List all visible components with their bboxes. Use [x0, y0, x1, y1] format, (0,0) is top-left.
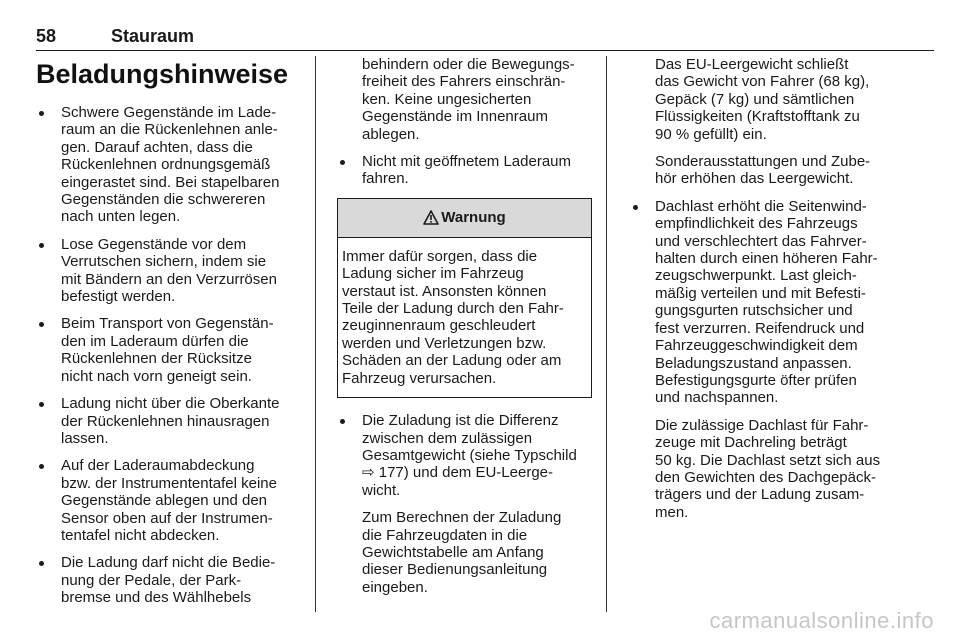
list-item-text: Ladung nicht über die Oberkante der Rückenlehnen hinausragen lassen. — [61, 395, 280, 447]
warning-text: Immer dafür sorgen, dass die Ladung sicher im Fahrzeug verstaut ist. Ansonsten können Teile der Ladung durch den Fahr- zeuginnenraum geschleudert werden und Verletzungen bzw. Schäden an der Ladung oder am Fahrzeug verursachen. — [342, 247, 564, 387]
list-item-text: Beim Transport von Gegenstän- den im Laderaum dürfen die Rückenlehnen der Rücksitze nicht nach vorn geneigt sein. — [61, 315, 274, 385]
list-item — [36, 104, 298, 226]
bullet-icon — [39, 464, 44, 469]
list-item — [337, 153, 592, 188]
list-item-text: Schwere Gegenstände im Lade- raum an die Rückenlehnen anle- gen. Darauf achten, dass die Rückenlehnen ordnungsgemäß eingerastet sind. Bei stapelbaren Gegenständen die schwereren nach unten legen. — [61, 104, 280, 226]
list-item — [36, 236, 298, 306]
list-item — [36, 554, 298, 606]
warning-box — [337, 198, 592, 398]
column-1 — [36, 56, 298, 617]
column-divider — [315, 56, 316, 612]
bullet-icon — [39, 402, 44, 407]
bullet-icon — [39, 561, 44, 566]
warning-title: Warnung — [441, 209, 506, 227]
column-divider — [606, 56, 607, 612]
list-item-text: Lose Gegenstände vor dem Verrutschen sichern, indem sie mit Bändern an den Verzurrösen befestigt werden. — [61, 235, 277, 306]
list-item-text: Nicht mit geöffnetem Laderaum fahren. — [362, 153, 571, 188]
page-number: 58 — [36, 26, 57, 46]
continued-text: behindern oder die Bewegungs- freiheit des Fahrers einschrän- ken. Keine ungesicherten Gegenstände im Innenraum ablegen. — [362, 56, 575, 143]
paragraph: Das EU-Leergewicht schließt das Gewicht von Fahrer (68 kg), Gepäck (7 kg) und sämtlichen Flüssigkeiten (Kraftstofftank zu 90 % gefüllt) ein. — [655, 56, 870, 143]
bullet-icon — [340, 419, 345, 424]
bullet-icon — [39, 322, 44, 327]
warning-triangle-icon — [423, 210, 439, 225]
column-3 — [630, 56, 915, 531]
list-item-text: Dachlast erhöht die Seitenwind- empfindlichkeit des Fahrzeugs und verschlechtert das Fahrver- halten durch einen höheren Fahr- zeugschwerpunkt. Last gleich- mäßig verteilen und mit Befesti- gungsgurten rutschsicher und fest verzurren. Reifendruck und Fahrzeuggeschwindigkeit dem Beladungszustand anpassen. Befestigungsgurte öfter prüfen und nachspannen. — [655, 197, 878, 407]
column-2 — [337, 56, 592, 606]
list-item-text: Die Zuladung ist die Differenz zwischen dem zulässigen Gesamtgewicht (siehe Typschild ⇨ 177) und dem EU-Leerge- wicht. — [362, 412, 577, 499]
paragraph: Zum Berechnen der Zuladung die Fahrzeugdaten in die Gewichtstabelle am Anfang dieser Bedienungsanleitung eingeben. — [362, 509, 562, 596]
bullet-icon — [39, 111, 44, 116]
list-item — [36, 315, 298, 385]
section-title: Beladungshinweise — [36, 59, 289, 89]
list-item — [36, 457, 298, 544]
page-header — [36, 26, 934, 51]
watermark: carmanualsonline.info — [709, 608, 934, 633]
paragraph: Sonderausstattungen und Zube- hör erhöhen das Leergewicht. — [655, 153, 871, 188]
bullet-icon — [39, 243, 44, 248]
chapter-title: Stauraum — [111, 26, 195, 46]
list-item — [337, 412, 592, 499]
paragraph: Die zulässige Dachlast für Fahr- zeuge mit Dachreling beträgt 50 kg. Die Dachlast setzt sich aus den Gewichten des Dachgepäck- trägers und der Ladung zusam- men. — [655, 416, 881, 521]
list-item-text: Auf der Laderaumabdeckung bzw. der Instrumententafel keine Gegenstände ablegen und den Sensor oben auf der Instrumen- tentafel nicht abdecken. — [61, 457, 277, 544]
bullet-icon — [633, 205, 638, 210]
warning-header — [338, 199, 591, 238]
list-item — [630, 198, 915, 407]
list-item-text: Die Ladung darf nicht die Bedie- nung der Pedale, der Park- bremse und des Wählhebels — [61, 554, 276, 607]
list-item — [36, 395, 298, 447]
bullet-icon — [340, 160, 345, 165]
